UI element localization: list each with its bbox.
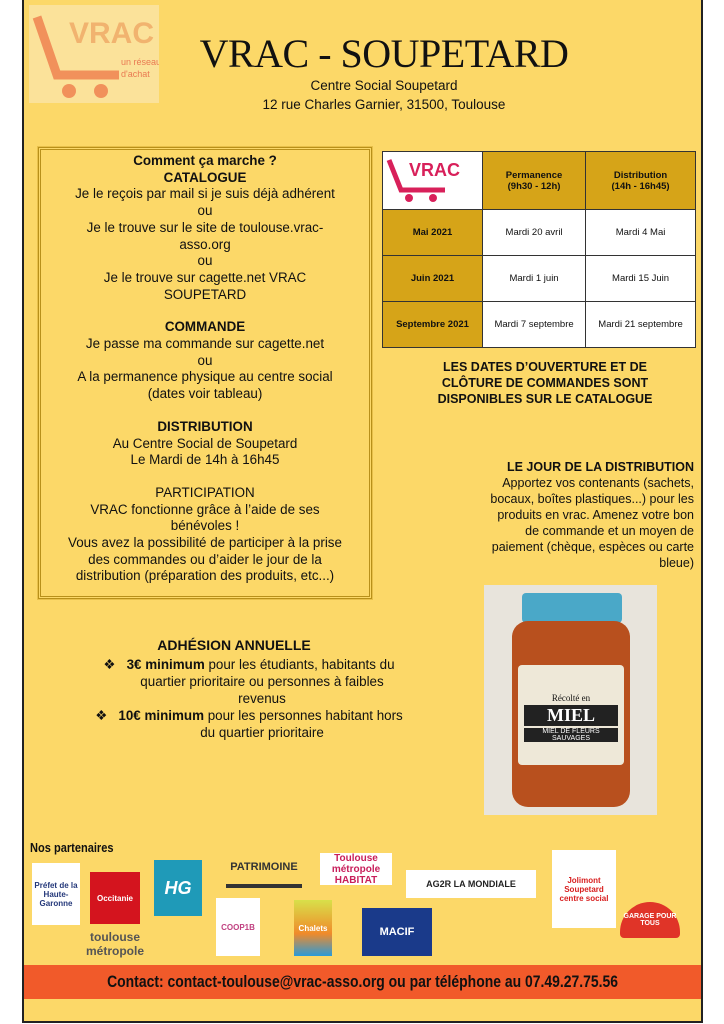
vrac-logo (29, 5, 159, 103)
text-line: CLÔTURE DE COMMANDES SONT (441, 376, 649, 390)
month-cell: Juin 2021 (383, 256, 483, 302)
partner-logo: Toulouse métropole HABITAT (320, 853, 392, 885)
partner-logo: AG2R LA MONDIALE (406, 870, 536, 898)
text-line: Je le reçois par mail si je suis déjà adhérent (75, 186, 335, 202)
text-line: Apportez vos contenants (sachets, (502, 476, 694, 490)
partner-logo: toulouse métropole (85, 930, 144, 958)
permanence-cell: Mardi 1 juin (483, 256, 586, 302)
table-logo (383, 152, 483, 210)
partner-logo: Chalets (294, 900, 332, 956)
text-line: ou (197, 253, 213, 269)
partner-logo: Occitanie (90, 872, 140, 924)
text-line: des commandes ou d’aider le jour de la (88, 551, 322, 567)
participation-title: PARTICIPATION (155, 484, 255, 500)
catalogue-text (45, 186, 365, 303)
month-cell: Septembre 2021 (383, 302, 483, 348)
table-row (383, 210, 696, 256)
adhesion-item: ❖ 10€ minimum pour les personnes habitant hors du quartier prioritaire (95, 708, 403, 740)
text-line: ou (197, 352, 213, 368)
text-line: (dates voir tableau) (147, 386, 263, 402)
schedule-table (382, 151, 696, 348)
jar-label-miel: MIEL (524, 705, 618, 726)
text-line: paiement (chèque, espèces ou carte (491, 540, 694, 554)
partner-logo: MACIF (362, 908, 432, 956)
org-name: Centre Social Soupetard (310, 78, 458, 93)
text-line: Je le trouve sur le site de toulouse.vrac- (86, 219, 324, 235)
distribution-day-text (414, 475, 694, 571)
partner-logo: Préfet de la Haute-Garonne (32, 863, 80, 925)
partner-logo: PATRIMOINE (226, 850, 302, 888)
text-line: bocaux, boîtes plastiques...) pour les (490, 492, 694, 506)
text-line: Je le trouve sur cagette.net VRAC (103, 269, 307, 285)
month-cell: Mai 2021 (383, 210, 483, 256)
table-row (383, 256, 696, 302)
text-line: bénévoles ! (170, 518, 240, 534)
commande-title: COMMANDE (164, 319, 246, 335)
text-line: produits en vrac. Amenez votre bon (497, 508, 694, 522)
text-line: distribution (préparation des produits, etc...) (75, 568, 335, 584)
partner-logo: GARAGE POUR TOUS (620, 902, 680, 938)
text-line: asso.org (179, 236, 231, 252)
catalogue-title: CATALOGUE (163, 169, 247, 185)
table-row (383, 302, 696, 348)
partners-title: Nos partenaires (30, 840, 114, 855)
distribution-day-section (414, 459, 694, 571)
contact-text[interactable]: Contact: contact-toulouse@vrac-asso.org ou par téléphone au 07.49.27.75.56 (107, 972, 618, 991)
svg-text:VRAC: VRAC (69, 17, 155, 50)
header-permanence: Permanence (9h30 - 12h) (483, 152, 586, 210)
distribution-cell: Mardi 21 septembre (586, 302, 696, 348)
text-line: Au Centre Social de Soupetard (112, 435, 298, 451)
distribution-text (45, 436, 365, 469)
adhesion-price: 3€ minimum (126, 657, 205, 672)
adhesion-price: 10€ minimum (118, 708, 204, 723)
flyer (22, 0, 703, 1023)
text-line: Vous avez la possibilité de participer à la prise (68, 535, 342, 551)
adhesion-section (64, 637, 404, 741)
dates-note (390, 359, 700, 407)
partner-logo: HG (154, 860, 202, 916)
jar-label-line: MIEL DE FLEURS SAUVAGES (524, 728, 618, 742)
adhesion-item: ❖ 3€ minimum pour les étudiants, habitants du quartier prioritaire ou personnes à faibles revenus (103, 657, 395, 706)
adhesion-desc: pour les personnes habitant hors du quartier prioritaire (200, 708, 403, 740)
text-line: bleue) (659, 556, 694, 570)
text-line: SOUPETARD (163, 286, 247, 302)
jar-lid (522, 593, 622, 623)
text-line: de commande et un moyen de (525, 524, 694, 538)
adhesion-title: ADHÉSION ANNUELLE (157, 637, 311, 653)
svg-text:VRAC: VRAC (408, 160, 460, 180)
permanence-cell: Mardi 7 septembre (483, 302, 586, 348)
text-line: A la permanence physique au centre social (77, 369, 333, 385)
text-line: Je passe ma commande sur cagette.net (85, 336, 325, 352)
jar-label (518, 665, 624, 765)
page-title: VRAC - SOUPETARD (199, 31, 569, 76)
how-heading: Comment ça marche ? (133, 153, 277, 168)
jar-label-line: Récolté en (551, 693, 591, 703)
text-line: LES DATES D’OUVERTURE ET DE (443, 360, 647, 374)
header-distribution: Distribution (14h - 16h45) (586, 152, 696, 210)
partner-logo: Jolimont Soupetard centre social (552, 850, 616, 928)
adhesion-desc: pour les étudiants, habitants du quartier prioritaire ou personnes à faibles revenus (140, 657, 395, 706)
permanence-cell: Mardi 20 avril (483, 210, 586, 256)
text-line: ou (197, 203, 213, 219)
text-line: Le Mardi de 14h à 16h45 (130, 452, 280, 468)
distribution-day-title: LE JOUR DE LA DISTRIBUTION (506, 460, 694, 474)
contact-banner (24, 965, 701, 999)
commande-text (45, 336, 365, 403)
how-it-works-box (38, 147, 372, 599)
text-line: DISPONIBLES SUR LE CATALOGUE (437, 392, 653, 406)
distribution-title: DISTRIBUTION (157, 418, 253, 434)
svg-text:un réseau: un réseau (121, 57, 159, 67)
honey-jar-photo (484, 585, 657, 815)
distribution-cell: Mardi 4 Mai (586, 210, 696, 256)
address: 12 rue Charles Garnier, 31500, Toulouse (262, 97, 506, 112)
text-line: VRAC fonctionne grâce à l’aide de ses (90, 501, 320, 517)
svg-text:d'achat: d'achat (121, 69, 150, 79)
distribution-cell: Mardi 15 Juin (586, 256, 696, 302)
address-block (214, 76, 554, 114)
participation-text (45, 502, 365, 586)
partner-logo: COOP1B (216, 898, 260, 956)
